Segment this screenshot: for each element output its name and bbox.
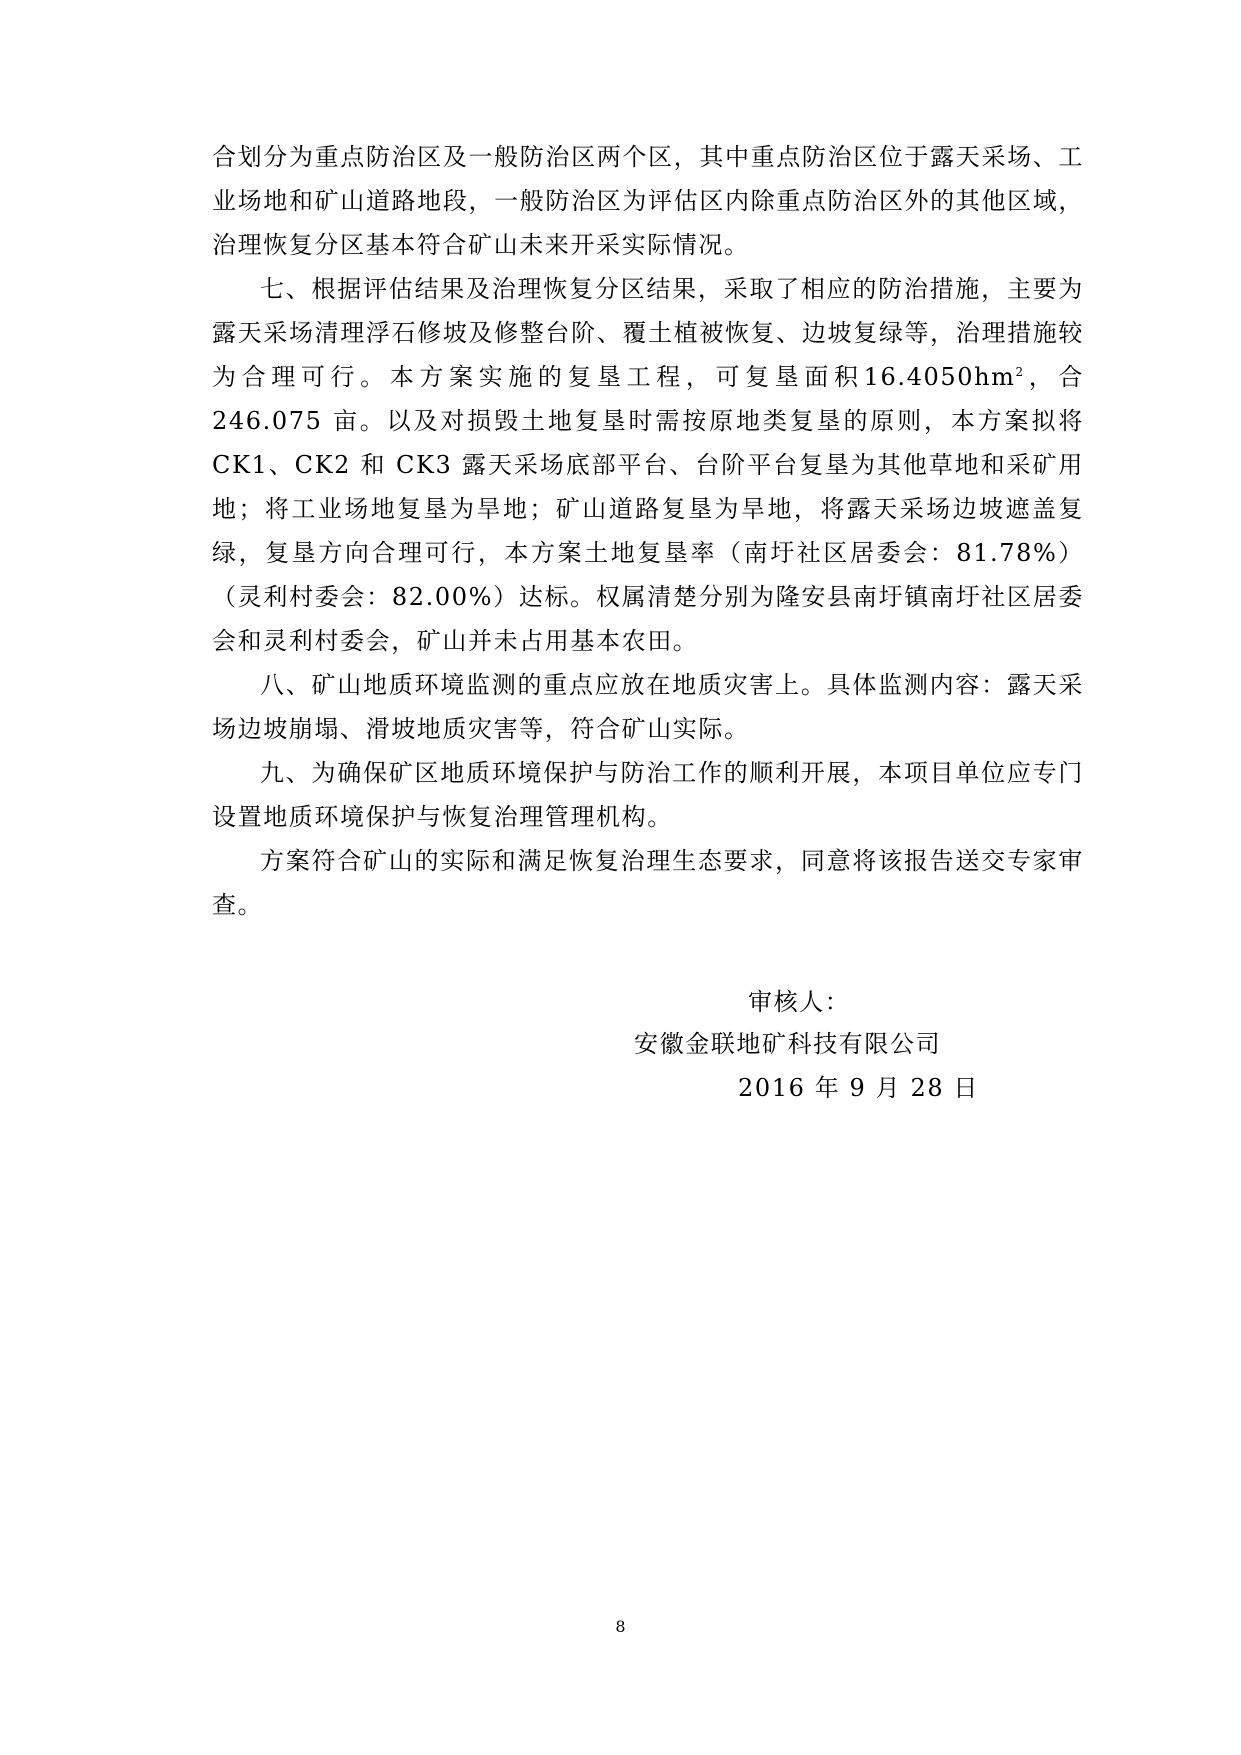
paragraph-7-text-after: ，合 246.075 亩。以及对损毁土地复垦时需按原地类复垦的原则，本方案拟将 CK1、CK2 和 CK3 露天采场底部平台、台阶平台复垦为其他草地和采矿用地；将工业场地复垦为旱地；矿山道路复垦为旱地，将露天采场边坡遮盖复绿，复垦方向合理可行，本方案土地复垦率（南圩社区居委会：81.78%）（灵利村委会：82.00%）达标。权属清楚分别为隆安县南圩镇南圩社区居委会和灵利村委会，矿山并未占用基本农田。 — [212, 363, 1085, 655]
superscript-2: 2 — [1015, 365, 1025, 379]
paragraph-continuation: 合划分为重点防治区及一般防治区两个区，其中重点防治区位于露天采场、工业场地和矿山道路地段，一般防治区为评估区内除重点防治区外的其他区域，治理恢复分区基本符合矿山未来开采实际情况。 — [212, 143, 1084, 259]
reviewer-label: 审核人： — [748, 988, 851, 1016]
signature-date: 2016 年 9 月 28 日 — [738, 1074, 980, 1102]
paragraph-9: 九、为确保矿区地质环境保护与防治工作的顺利开展，本项目单位应专门设置地质环境保护与恢复治理管理机构。 — [212, 759, 1084, 831]
paragraph-7 — [212, 267, 1084, 663]
body-text — [212, 135, 1084, 927]
paragraph-conclusion: 方案符合矿山的实际和满足恢复治理生态要求，同意将该报告送交专家审查。 — [212, 847, 1084, 919]
company-name: 安徽金联地矿科技有限公司 — [634, 1030, 942, 1058]
paragraph-7-text-before: 七、根据评估结果及治理恢复分区结果，采取了相应的防治措施，主要为露天采场清理浮石修坡及修整台阶、覆土植被恢复、边坡复绿等，治理措施较为合理可行。本方案实施的复垦工程，可复垦面积16.4050hm — [212, 275, 1084, 391]
paragraph-8: 八、矿山地质环境监测的重点应放在地质灾害上。具体监测内容：露天采场边坡崩塌、滑坡地质灾害等，符合矿山实际。 — [212, 671, 1084, 743]
page-number: 8 — [615, 1617, 626, 1636]
